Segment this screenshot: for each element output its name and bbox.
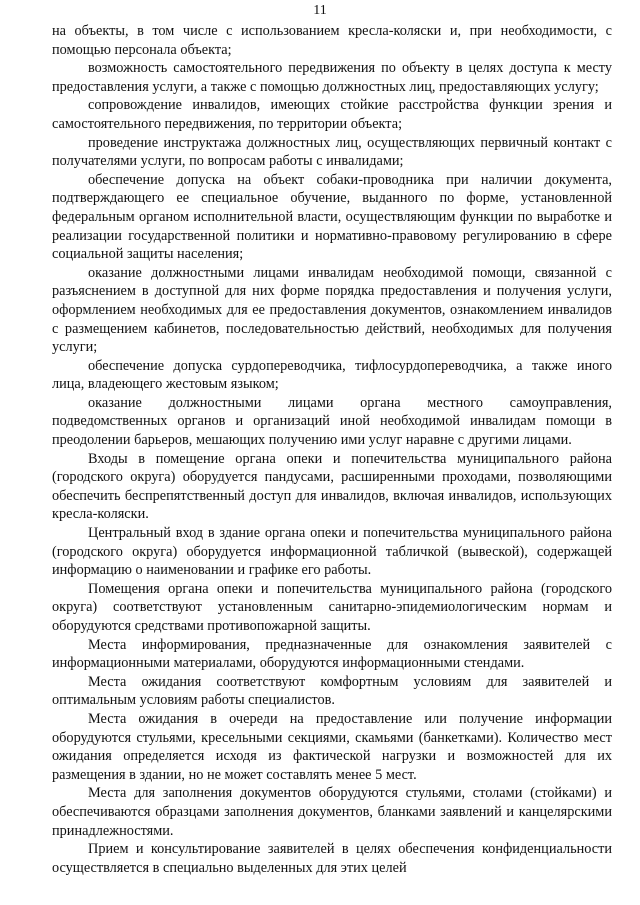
paragraph-15: Места для заполнения документов оборудуются стульями, столами (стойками) и обеспечиваются образцами заполнения документов, бланками заявлений и канцелярскими принадлежностями.: [52, 785, 612, 839]
paragraph-16: Прием и консультирование заявителей в целях обеспечения конфиденциальности осуществляется в специально выделенных для этих целей: [52, 841, 612, 876]
paragraph-10: Центральный вход в здание органа опеки и попечительства муниципального района (городского округа) оборудуется информационной табличкой (вывеской), содержащей информацию о наименовании и графике его работы.: [52, 525, 612, 579]
paragraph-6: оказание должностными лицами инвалидам необходимой помощи, связанной с разъяснением в доступной для них форме порядка предоставления и получения услуги, оформлением необходимых для ее предоставления документов, ознакомлением инвалидов с размещением кабинетов, последовательностью действий, необходимых для получения услуги;: [52, 264, 612, 356]
paragraph-1: на объекты, в том числе с использованием кресла-коляски и, при необходимости, с помощью персонала объекта;: [52, 23, 612, 58]
paragraph-2: возможность самостоятельного передвижения по объекту в целях доступа к месту предоставления услуги, а также с помощью должностных лиц, предоставляющих услугу;: [52, 60, 612, 95]
paragraph-7: обеспечение допуска сурдопереводчика, тифлосурдопереводчика, а также иного лица, владеющего жестовым языком;: [52, 357, 612, 393]
paragraph-11: Помещения органа опеки и попечительства муниципального района (городского округа) соответствуют установленным санитарно-эпидемиологическим нормам и оборудуются средствами противопожарной защиты.: [52, 580, 612, 634]
paragraph-5: обеспечение допуска на объект собаки-проводника при наличии документа, подтверждающего ее специальное обучение, выданного по форме, установленной федеральным органом исполнительной власти, осуществляющим функции по выработке и реализации государственной политики и нормативно-правовому регулированию в сфере социальной защиты населения;: [52, 171, 612, 263]
paragraph-3: сопровождение инвалидов, имеющих стойкие расстройства функции зрения и самостоятельного передвижения, по территории объекта;: [52, 97, 612, 132]
document-body: [52, 22, 612, 877]
paragraph-9: Входы в помещение органа опеки и попечительства муниципального района (городского округа) оборудуется пандусами, расширенными проходами, позволяющими обеспечить беспрепятственный доступ для инвалидов, включая инвалидов, использующих кресла-коляски.: [52, 450, 612, 523]
paragraph-4: проведение инструктажа должностных лиц, осуществляющих первичный контакт с получателями услуги, по вопросам работы с инвалидами;: [52, 134, 612, 170]
page-number: 11: [313, 3, 327, 18]
paragraph-14: Места ожидания в очереди на предоставление или получение информации оборудуются стульями, кресельными секциями, скамьями (банкетками). Количество мест ожидания определяется исходя из фактической нагрузки и возможностей для их размещения в здании, но не может составлять менее 5 мест.: [52, 710, 612, 783]
paragraph-13: Места ожидания соответствуют комфортным условиям для заявителей и оптимальным условиям работы специалистов.: [52, 673, 612, 709]
paragraph-8: оказание должностными лицами органа местного самоуправления, подведомственных органов и организаций иной необходимой инвалидам помощи в преодолении барьеров, мешающих получению ими услуг наравне с другими лицами.: [52, 394, 612, 449]
paragraph-12: Места информирования, предназначенные для ознакомления заявителей с информационными материалами, оборудуются информационными стендами.: [52, 636, 612, 672]
